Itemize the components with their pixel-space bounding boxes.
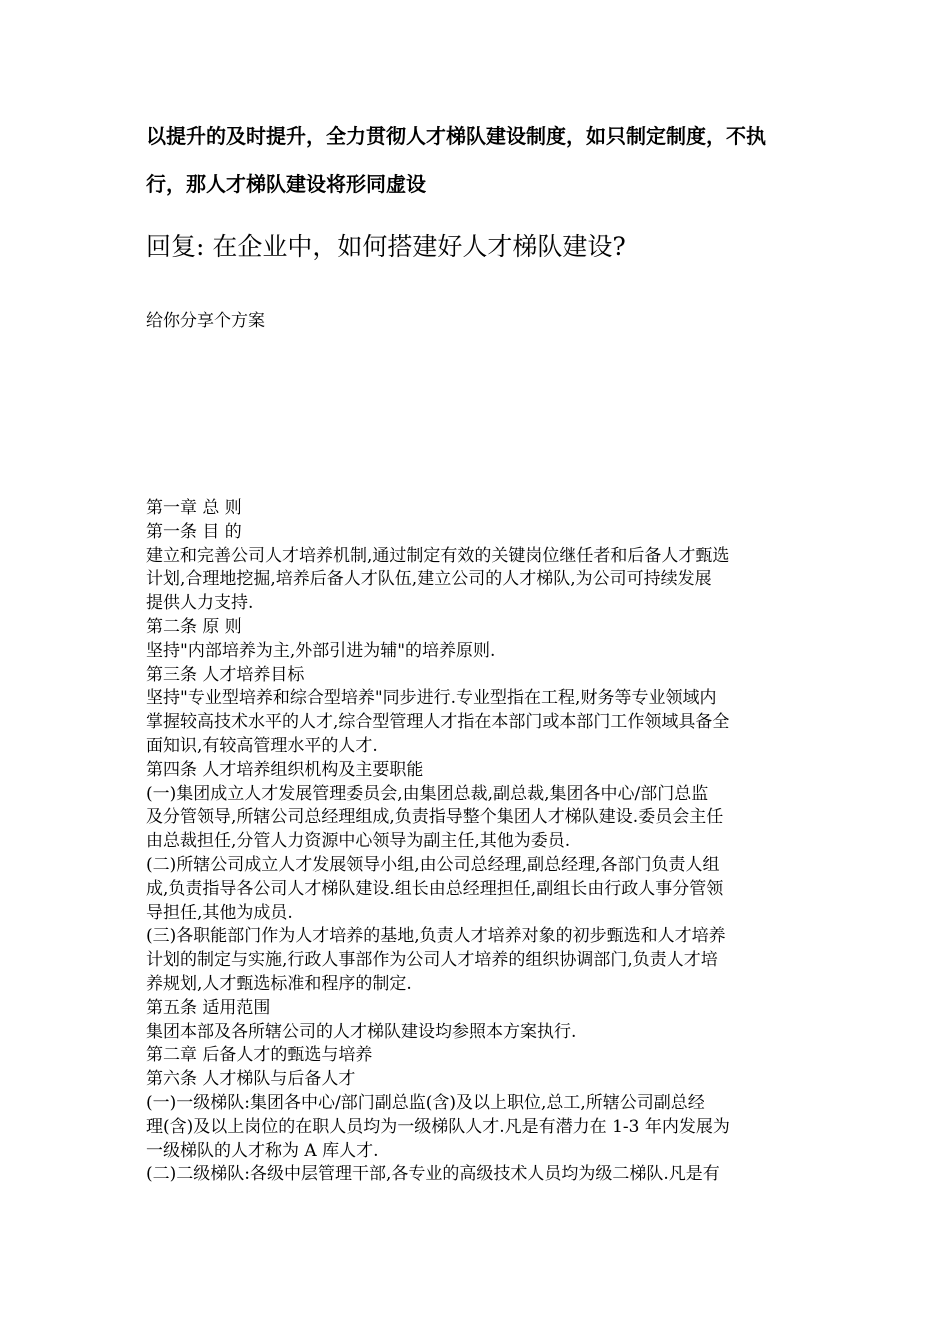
body-line: 第一条 目 的 xyxy=(146,521,242,542)
intro-paragraph xyxy=(146,112,826,208)
body-line: 导担任,其他为成员. xyxy=(146,902,293,923)
body-line: 由总裁担任,分管人力资源中心领导为副主任,其他为委员. xyxy=(146,831,571,852)
reply-title: 回复: 在企业中，如何搭建好人才梯队建设? xyxy=(146,232,626,261)
body-line: 及分管领导,所辖公司总经理组成,负责指导整个集团人才梯队建设.委员会主任 xyxy=(146,807,724,828)
body-line: 成,负责指导各公司人才梯队建设.组长由总经理担任,副组长由行政人事分管领 xyxy=(146,878,724,899)
body-line: 第二条 原 则 xyxy=(146,616,242,637)
body-line: 理(含)及以上岗位的在职人员均为一级梯队人才.凡是有潜力在 1-3 年内发展为 xyxy=(146,1116,730,1137)
body-line: 第三条 人才培养目标 xyxy=(146,664,305,685)
body-line: 第二章 后备人才的甄选与培养 xyxy=(146,1045,373,1066)
body-line: (二)二级梯队:各级中层管理干部,各专业的高级技术人员均为级二梯队.凡是有 xyxy=(146,1164,720,1185)
body-line: 建立和完善公司人才培养机制,通过制定有效的关键岗位继任者和后备人才甄选 xyxy=(146,545,730,566)
body-line: 一级梯队的人才称为 A 库人才. xyxy=(146,1140,379,1161)
body-line: 坚持"内部培养为主,外部引进为辅"的培养原则. xyxy=(146,640,496,661)
share-text: 给你分享个方案 xyxy=(146,311,265,331)
body-line: 计划的制定与实施,行政人事部作为公司人才培养的组织协调部门,负责人才培 xyxy=(146,950,718,971)
body-line: 掌握较高技术水平的人才,综合型管理人才指在本部门或本部门工作领域具备全 xyxy=(146,712,730,733)
body-line: 第四条 人才培养组织机构及主要职能 xyxy=(146,759,424,780)
body-line: 坚持"专业型培养和综合型培养"同步进行.专业型指在工程,财务等专业领域内 xyxy=(146,688,717,709)
intro-line: 以提升的及时提升，全力贯彻人才梯队建设制度，如只制定制度，不执 xyxy=(146,124,766,148)
body-line: (三)各职能部门作为人才培养的基地,负责人才培养对象的初步甄选和人才培养 xyxy=(146,926,726,947)
body-line: 第五条 适用范围 xyxy=(146,997,271,1018)
body-line: 第六条 人才梯队与后备人才 xyxy=(146,1069,356,1090)
body-line: (一)一级梯队:集团各中心/部门副总监(含)及以上职位,总工,所辖公司副总经 xyxy=(146,1092,705,1113)
intro-line: 行，那人才梯队建设将形同虚设 xyxy=(146,172,426,196)
body-line: 提供人力支持. xyxy=(146,593,254,614)
body-line: 第一章 总 则 xyxy=(146,498,242,518)
body-line: 计划,合理地挖掘,培养后备人才队伍,建立公司的人才梯队,为公司可持续发展 xyxy=(146,569,712,590)
body-line: (一)集团成立人才发展管理委员会,由集团总裁,副总裁,集团各中心/部门总监 xyxy=(146,783,709,804)
body-line: (二)所辖公司成立人才发展领导小组,由公司总经理,副总经理,各部门负责人组 xyxy=(146,854,720,875)
body-line: 集团本部及各所辖公司的人才梯队建设均参照本方案执行. xyxy=(146,1021,577,1042)
body-line: 面知识,有较高管理水平的人才. xyxy=(146,735,378,756)
document-body xyxy=(146,497,810,1187)
body-line: 养规划,人才甄选标准和程序的制定. xyxy=(146,973,412,994)
